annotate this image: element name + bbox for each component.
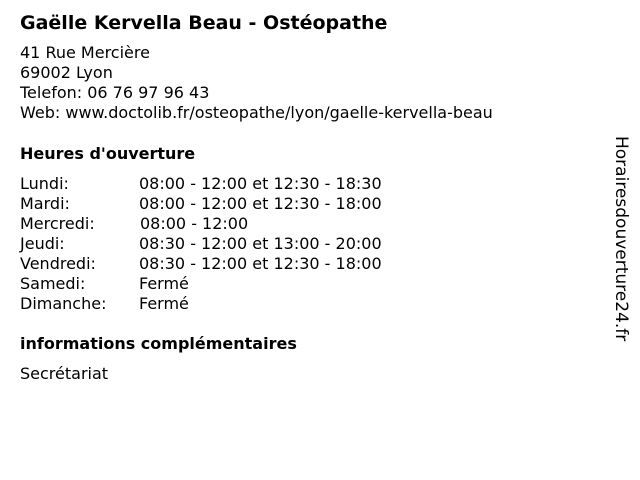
city-address: 69002 Lyon: [20, 63, 113, 82]
time-value: 08:00 - 12:00 et 12:30 - 18:30: [139, 174, 382, 193]
hours-row-saturday: [20, 274, 440, 294]
opening-hours-heading: Heures d'ouverture: [20, 144, 196, 163]
hours-row-monday: [20, 174, 440, 194]
hours-row-thursday: [20, 234, 440, 254]
time-value: Fermé: [139, 274, 189, 293]
day-label: Mardi:: [20, 194, 70, 213]
page-title: Gaëlle Kervella Beau - Ostéopathe: [20, 12, 388, 34]
time-value: 08:00 - 12:00 et 12:30 - 18:00: [139, 194, 382, 213]
time-value: 08:00 - 12:00: [140, 214, 249, 233]
day-label: Vendredi:: [20, 254, 96, 273]
day-label: Mercredi:: [20, 214, 95, 233]
street-address: 41 Rue Mercière: [20, 43, 150, 62]
phone-number: Telefon: 06 76 97 96 43: [20, 83, 210, 102]
hours-row-friday: [20, 254, 440, 274]
opening-hours-table: [20, 174, 440, 314]
day-label: Dimanche:: [20, 294, 107, 313]
hours-row-tuesday: [20, 194, 440, 214]
site-watermark: Horairesdouverture24.fr: [611, 136, 631, 342]
day-label: Lundi:: [20, 174, 69, 193]
hours-row-sunday: [20, 294, 440, 314]
hours-row-wednesday: [20, 214, 440, 234]
address-block: [20, 43, 493, 123]
day-label: Jeudi:: [20, 234, 65, 253]
time-value: 08:30 - 12:00 et 12:30 - 18:00: [139, 254, 382, 273]
day-label: Samedi:: [20, 274, 86, 293]
website-url: Web: www.doctolib.fr/osteopathe/lyon/gaelle-kervella-beau: [20, 103, 493, 122]
additional-info-text: Secrétariat: [20, 364, 109, 383]
additional-info-heading: informations complémentaires: [20, 334, 297, 353]
time-value: 08:30 - 12:00 et 13:00 - 20:00: [139, 234, 382, 253]
time-value: Fermé: [139, 294, 189, 313]
